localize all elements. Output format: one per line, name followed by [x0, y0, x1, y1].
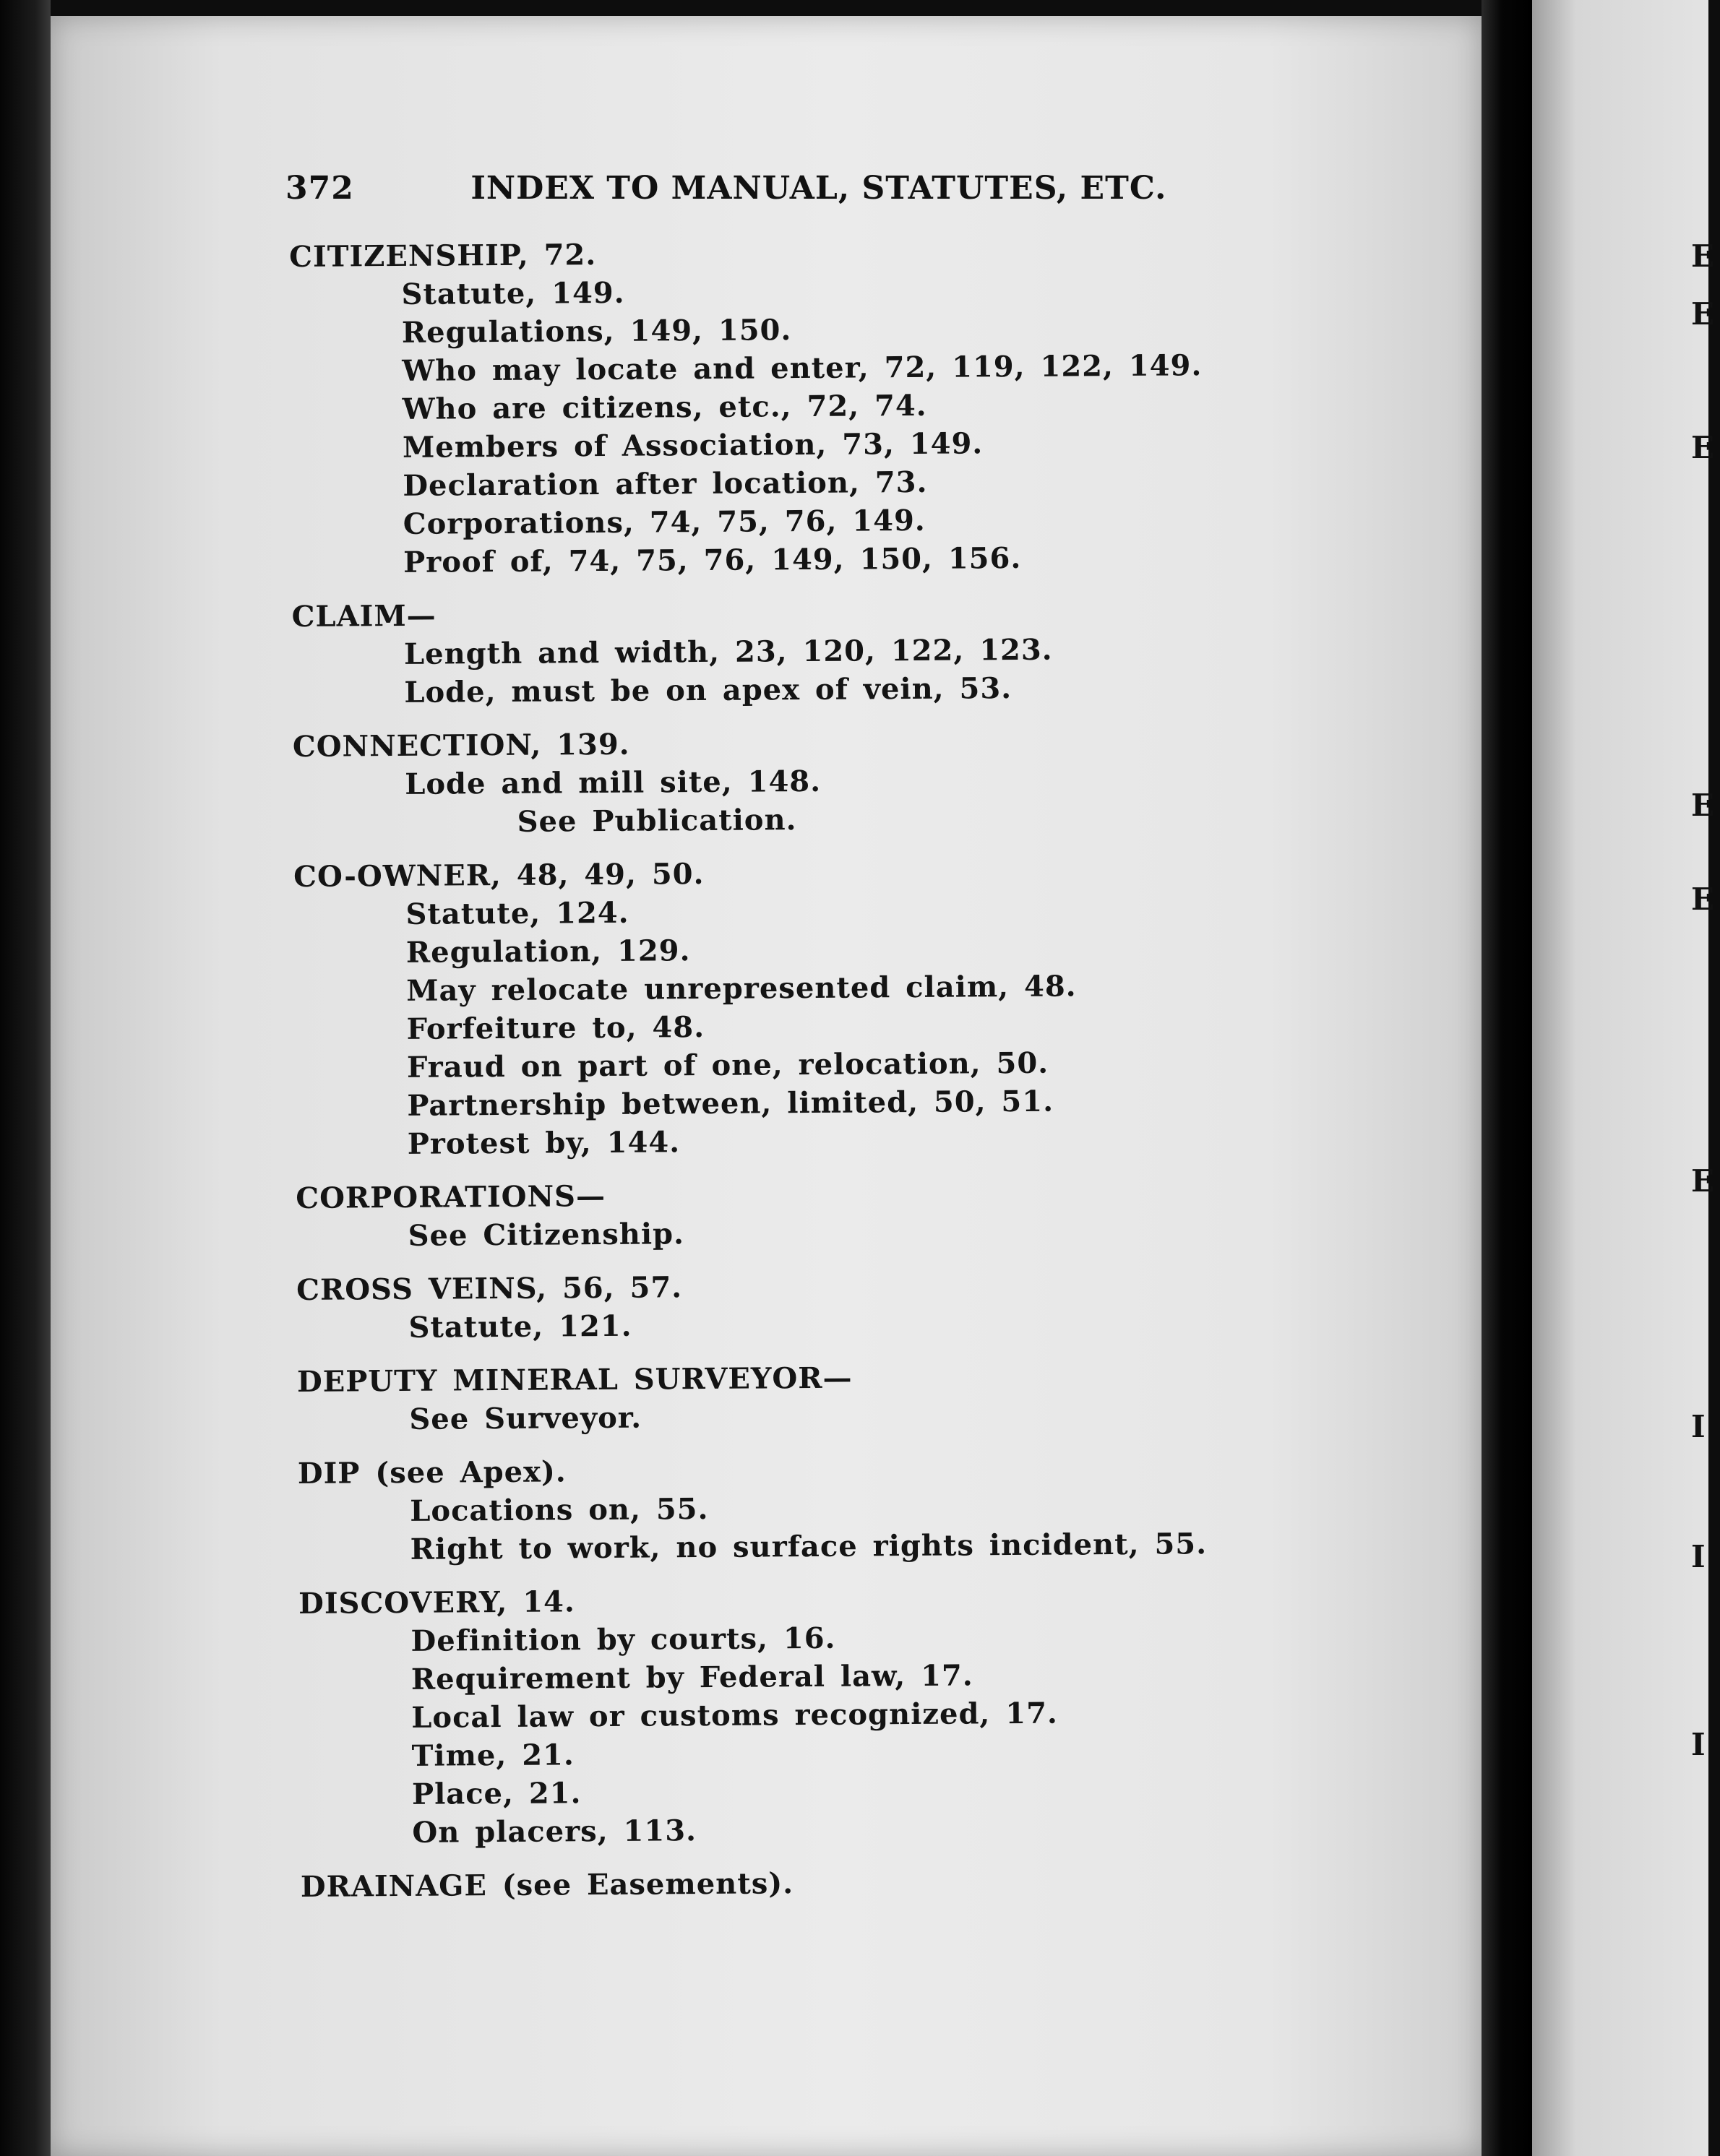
entry-heading: CORPORATIONS—	[296, 1178, 606, 1215]
index-entry-deputy-mineral-surveyor	[297, 1356, 1346, 1439]
index-entry-dip	[298, 1448, 1346, 1569]
entry-heading: DEPUTY MINERAL SURVEYOR—	[296, 1361, 853, 1399]
entry-line: Lode and mill site, 148.	[405, 764, 822, 801]
index-entry-connection	[293, 721, 1341, 842]
index-entry-co-owner	[293, 851, 1343, 1164]
entry-line: Statute, 121.	[408, 1308, 632, 1345]
entry-line: Regulations, 149, 150.	[401, 313, 792, 350]
index-entry-drainage	[301, 1861, 1349, 1906]
index-entry-discovery	[298, 1578, 1349, 1853]
entry-line: Requirement by Federal law, 17.	[410, 1658, 973, 1696]
running-head: INDEX TO MANUAL, STATUTES, ETC.	[470, 170, 1167, 207]
index-entry-cross-veins	[296, 1264, 1345, 1348]
entry-line: Declaration after location, 73.	[403, 465, 928, 503]
entry-line: Members of Association, 73, 149.	[402, 426, 984, 465]
facing-page-letter: E	[1691, 881, 1715, 917]
index-entry-claim	[291, 591, 1340, 712]
entry-line: Lode, must be on apex of vein, 53.	[404, 671, 1012, 710]
entry-heading: DIP (see Apex).	[297, 1454, 567, 1491]
page-header	[285, 170, 1225, 207]
book-gutter	[1482, 0, 1532, 2156]
entry-line: May relocate unrepresented claim, 48.	[406, 969, 1077, 1008]
entry-line: Statute, 124.	[405, 895, 629, 931]
entry-line: Forfeiture to, 48.	[406, 1010, 705, 1046]
entry-line: Length and width, 23, 120, 122, 123.	[403, 632, 1053, 671]
entry-line: Who may locate and enter, 72, 119, 122, 149.	[402, 348, 1203, 388]
facing-page-letter: E	[1691, 430, 1715, 465]
entry-line: Statute, 149.	[401, 275, 625, 311]
entry-line: Partnership between, limited, 50, 51.	[407, 1084, 1054, 1123]
entry-heading: DISCOVERY, 14.	[298, 1584, 575, 1621]
facing-page-letter: I	[1691, 1539, 1706, 1574]
entry-heading: CLAIM—	[291, 598, 437, 634]
entry-heading: CO-OWNER, 48, 49, 50.	[293, 857, 705, 894]
facing-page-letter: E	[1691, 296, 1715, 332]
index-entry-corporations	[296, 1173, 1344, 1256]
index-list	[289, 231, 1349, 1922]
entry-line: Right to work, no surface rights incident, 55.	[410, 1527, 1208, 1566]
scan-border-left	[0, 0, 51, 2156]
facing-page-letter: E	[1691, 238, 1715, 274]
entry-heading: DRAINAGE (see Easements).	[300, 1866, 794, 1904]
entry-line: Definition by courts, 16.	[410, 1621, 836, 1658]
entry-line: Place, 21.	[411, 1776, 582, 1811]
entry-line: See Citizenship.	[408, 1217, 685, 1253]
facing-page-letter: E	[1691, 1163, 1715, 1199]
entry-line: See Surveyor.	[409, 1400, 642, 1436]
entry-line: On placers, 113.	[412, 1814, 697, 1850]
facing-page-letter: I	[1691, 1409, 1706, 1444]
entry-line: Local law or customs recognized, 17.	[411, 1696, 1059, 1735]
entry-line: Protest by, 144.	[407, 1125, 681, 1161]
index-entry-citizenship	[289, 231, 1339, 582]
entry-line: Proof of, 74, 75, 76, 149, 150, 156.	[403, 540, 1022, 579]
entry-heading: CROSS VEINS, 56, 57.	[296, 1270, 683, 1307]
entry-line: Fraud on part of one, relocation, 50.	[406, 1045, 1049, 1085]
entry-heading: CONNECTION, 139.	[292, 727, 630, 764]
entry-line: Time, 21.	[411, 1738, 575, 1773]
facing-page-letter: I	[1691, 1727, 1706, 1762]
entry-line: Regulation, 129.	[405, 933, 691, 970]
entry-line: Who are citizens, etc., 72, 74.	[402, 388, 927, 426]
entry-heading: CITIZENSHIP, 72.	[289, 238, 597, 274]
entry-line: Locations on, 55.	[410, 1491, 709, 1528]
entry-line: Corporations, 74, 75, 76, 149.	[403, 503, 926, 541]
page-number: 372	[285, 170, 354, 207]
cross-reference: See Publication.	[517, 803, 797, 839]
facing-page	[1532, 0, 1715, 2156]
facing-page-letter: E	[1691, 788, 1715, 823]
